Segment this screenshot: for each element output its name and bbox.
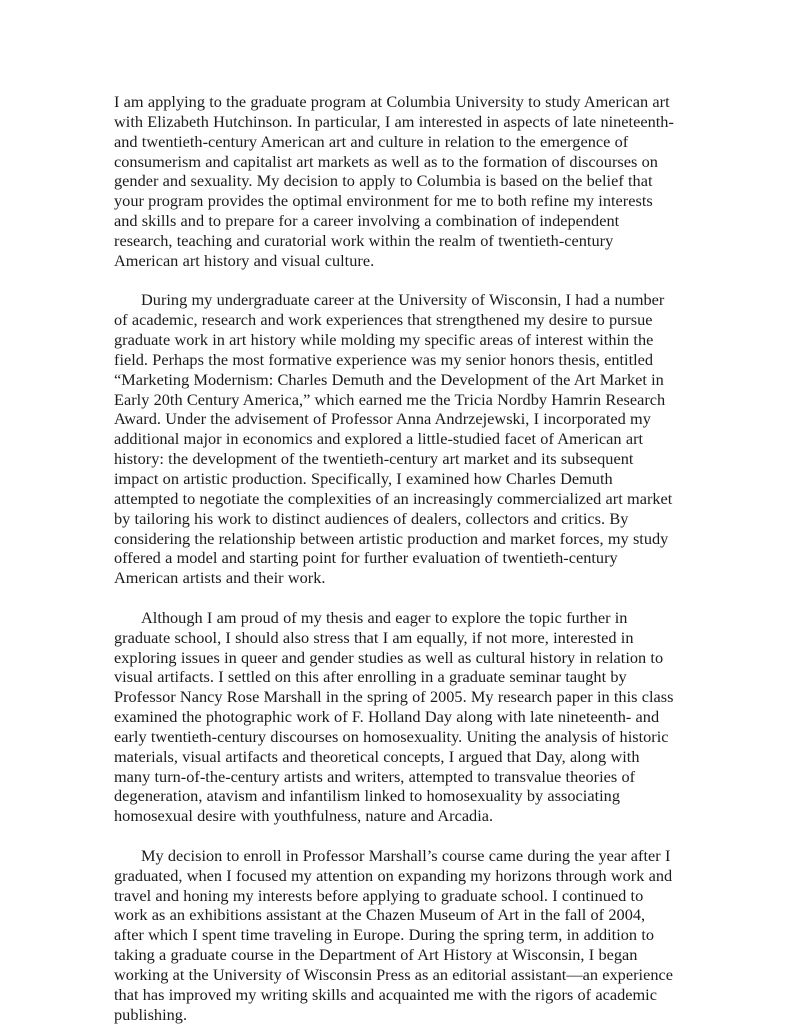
paragraph-3: Although I am proud of my thesis and eager to explore the topic further in graduate school, I should also stress that I am equally, if not more, interested in exploring issues in queer and gender studies as well as cultural history in relation to visual artifacts. I settled on this after enrolling in a graduate seminar taught by Professor Nancy Rose Marshall in the spring of 2005. My research paper in this class examined the photographic work of F. Holland Day along with late nineteenth- and early twentieth-century discourses on homosexuality. Uniting the analysis of historic materials, visual artifacts and theoretical concepts, I argued that Day, along with many turn-of-the-century artists and writers, attempted to transvalue theories of degeneration, atavism and infantilism linked to homosexuality by associating homosexual desire with youthfulness, nature and Arcadia. <box>114 607 674 826</box>
paragraph-2: During my undergraduate career at the University of Wisconsin, I had a number of academic, research and work experiences that strengthened my desire to pursue graduate work in art history while molding my specific areas of interest within the field. Perhaps the most formative experience was my senior honors thesis, entitled “Marketing Modernism: Charles Demuth and the Development of the Art Market in Early 20th Century America,” which earned me the Tricia Nordby Hamrin Research Award. Under the advisement of Professor Anna Andrzejewski, I incorporated my additional major in economics and explored a little-studied facet of American art history: the development of the twentieth-century art market and its subsequent impact on artistic production. Specifically, I examined how Charles Demuth attempted to negotiate the complexities of an increasingly commercialized art market by tailoring his work to distinct audiences of dealers, collectors and critics. By considering the relationship between artistic production and market forces, my study offered a model and starting point for further evaluation of twentieth-century American artists and their work. <box>114 290 673 588</box>
paragraph-4: My decision to enroll in Professor Marshall’s course came during the year after I graduated, when I focused my attention on expanding my horizons through work and travel and honing my interests before applying to graduate school. I continued to work as an exhibitions assistant at the Chazen Museum of Art in the fall of 2004, after which I spent time traveling in Europe. During the spring term, in addition to taking a graduate course in the Department of Art History at Wisconsin, I began working at the University of Wisconsin Press as an editorial assistant—an experience that has improved my writing skills and acquainted me with the rigors of academic publishing. <box>114 845 673 1024</box>
document-text-body <box>114 92 674 1025</box>
paragraph-1: I am applying to the graduate program at Columbia University to study American art with Elizabeth Hutchinson. In particular, I am interested in aspects of late nineteenth- and twentieth-century American art and culture in relation to the emergence of consumerism and capitalist art markets as well as to the formation of discourses on gender and sexuality. My decision to apply to Columbia is based on the belief that your program provides the optimal environment for me to both refine my interests and skills and to prepare for a career involving a combination of independent research, teaching and curatorial work within the realm of twentieth-century American art history and visual culture. <box>114 92 674 270</box>
